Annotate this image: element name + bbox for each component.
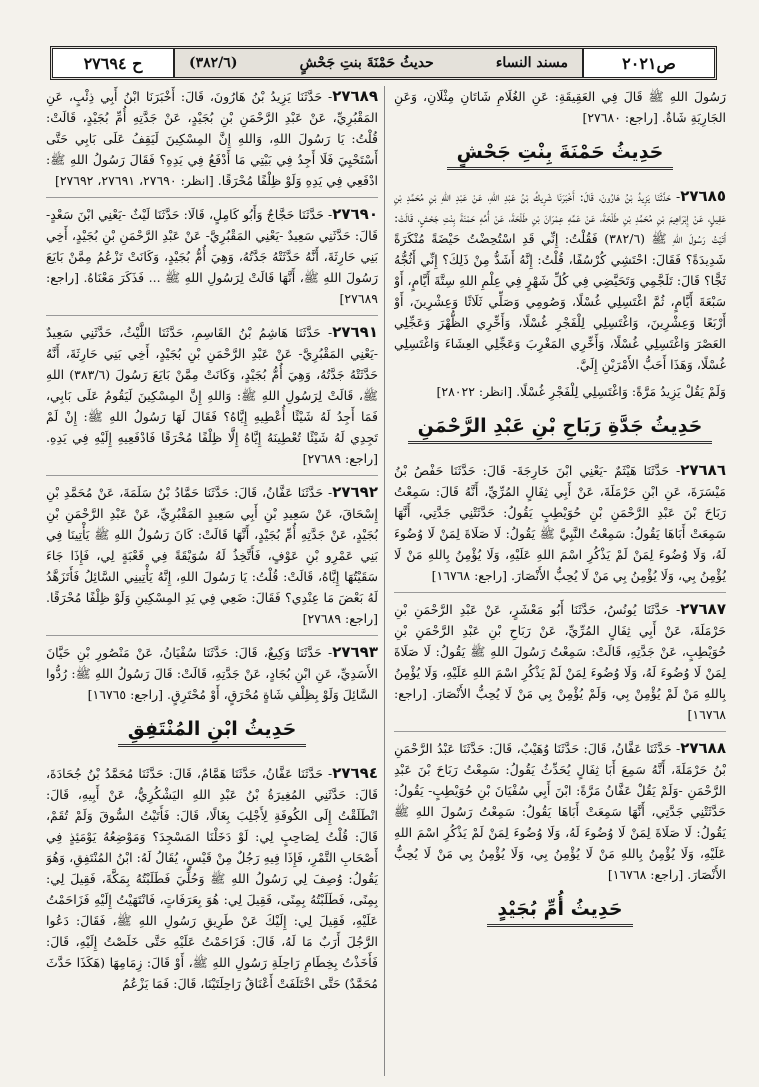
hadith-27690 — [46, 204, 378, 309]
header-titles — [175, 49, 582, 77]
hadith-27686 — [394, 460, 726, 586]
hadith-27694 — [46, 763, 378, 994]
hadith-range-box — [53, 49, 175, 77]
section-title-hamna: حَدِيثُ حَمْنَةَ بِنْتِ جَحْشٍ — [394, 142, 726, 174]
hadith-separator — [394, 731, 726, 732]
hadith-number: ٢٧٦٨٦ — [680, 461, 726, 479]
hadith-27691 — [46, 322, 378, 469]
hadith-number: ٢٧٦٩٢ — [332, 483, 378, 501]
section-title-umm-bujayd: حَدِيثُ أُمِّ بُجَيْدٍ — [394, 899, 726, 931]
hadith-separator — [46, 475, 378, 476]
hadith-text: - حَدَّثَنَا هَاشِمُ بْنُ القَاسِمِ، حَدَّثَنَا اللَّيْثُ، حَدَّثَنِي سَعِيدٌ -يَعْنِي المَقْبُرِيَّ- عَنْ عَبْدِ الرَّحْمَنِ بْنِ بُجَيْدٍ، أَخِي بَنِي حَارِثَةَ، أَنَّهُ حَدَّثَتْهُ جَدَّتُهُ، وَهِيَ أُمُّ بُجَيْدٍ، وَكَانَتْ مِمَّنْ بَايَعَ رَسُولَ (٣٨٣/٦) اللهِ ﷺ، قَالَتْ لِرَسُولِ اللهِ ﷺ: وَاللهِ إِنَّ المِسْكِينَ لَيَقُومُ عَلَى بَابِي، فَمَا أَجِدُ لَهُ شَيْئًا أُعْطِيهِ إِيَّاهُ؟ فَقَالَ لَهَا رَسُولُ اللهِ ﷺ: إِنْ لَمْ تَجِدِي لَهُ شَيْئًا تُعْطِينَهُ إِيَّاهُ إِلَّا ظِلْفًا مُحْرَقًا فَادْفَعِيهِ إِلَيْهِ فِي يَدِهِ. [راجع: ٢٧٦٨٩] — [46, 325, 378, 466]
carryover-text: رَسُولَ اللهِ ﷺ قَالَ فِي العَقِيقَةِ: عَنِ الغُلَامِ شَاتَانِ مِثْلَانِ، وَعَنِ الجَارِيَةِ شَاةٌ. [راجع: ٢٧٦٨٠] — [394, 89, 726, 125]
hadith-separator — [46, 197, 378, 198]
hadith-number: ٢٧٦٨٧ — [680, 600, 726, 618]
hadith-text: - حَدَّثَنَا حَجَّاجٌ وَأَبُو كَامِلٍ، قَالَا: حَدَّثَنَا لَيْثٌ -يَعْنِي ابْنَ سَعْدٍ- قَالَ: حَدَّثَنِي سَعِيدٌ -يَعْنِي المَقْبُرِيَّ- عَنْ عَبْدِ الرَّحْمَنِ بْنِ بُجَيْدٍ، أَخِي بَنِي حَارِثَةَ، أَنَّهُ حَدَّثَتْهُ جَدَّتُهُ، وَهِيَ أُمُّ بُجَيْدٍ، وَكَانَتْ تَزْعُمُ مِمَّنْ بَايَعَ رَسُولَ اللهِ ﷺ، أَنَّهَا قَالَتْ لِرَسُولِ اللهِ ﷺ ... فَذَكَرَ مَعْنَاهُ. [راجع: ٢٧٦٨٩] — [46, 207, 378, 306]
hadith-separator — [46, 635, 378, 636]
hadith-text: - حَدَّثَنَا وَكِيعٌ، قَالَ: حَدَّثَنَا سُفْيَانُ، عَنْ مَنْصُورِ بْنِ حَيَّانَ الأَسَدِيِّ، عَنِ ابْنِ بُجَادٍ، عَنْ جَدَّتِهِ، قَالَتْ: قَالَ رَسُولُ اللهِ ﷺ: رُدُّوا السَّائِلَ وَلَوْ بِظِلْفِ شَاةٍ مُحْرَقٍ، أَوْ مُحْتَرِقٍ. [راجع: ١٦٧٦٥] — [46, 645, 378, 702]
page-number: ص٢٠٢١ — [622, 53, 676, 73]
hadith-text: - حَدَّثَنَا عَفَّانُ، حَدَّثَنَا هَمَّامٌ، قَالَ: حَدَّثَنَا مُحَمَّدُ بْنُ جُحَادَةَ، قَالَ: حَدَّثَنِي المُغِيرَةُ بْنُ عَبْدِ اللهِ اليَشْكُرِيُّ، عَنْ أَبِيهِ، قَالَ: انْطَلَقْتُ إِلَى الكُوفَةِ لِأَجْلِبَ بِغَالًا، قَالَ: فَأَتَيْتُ السُّوقَ وَلَمْ تُقَمْ، قَالَ: قُلْتُ لِصَاحِبٍ لِي: لَوْ دَخَلْنَا المَسْجِدَ؟ وَمَوْضِعُهُ يَوْمَئِذٍ فِي أَصْحَابِ التَّمْرِ، فَإِذَا فِيهِ رَجُلٌ مِنْ قَيْسٍ، يُقَالُ لَهُ: ابْنُ المُنْتَفِقِ، وَهُوَ يَقُولُ: وُصِفَ لِي رَسُولُ اللهِ ﷺ وَحُلِّيَ فَطَلَبْتُهُ بِمَكَّةَ، فَقِيلَ لِي: بِمِنًى، فَطَلَبْتُهُ بِمِنًى، فَقِيلَ لِي: هُوَ بِعَرَفَاتٍ، فَانْتَهَيْتُ إِلَيْهِ فَزَاحَمْتُ عَلَيْهِ، فَقِيلَ لِي: إِلَيْكَ عَنْ طَرِيقِ رَسُولِ اللهِ ﷺ، فَقَالَ: دَعُوا الرَّجُلَ أَرَبٌ مَا لَهُ، قَالَ: فَزَاحَمْتُ عَلَيْهِ حَتَّى خَلَصْتُ إِلَيْهِ، قَالَ: فَأَخَذْتُ بِخِطَامِ رَاحِلَةِ رَسُولِ اللهِ ﷺ، أَوْ قَالَ: زِمَامِهَا (هَكَذَا حَدَّثَ مُحَمَّدٌ) حَتَّى اخْتَلَفَتْ أَعْنَاقُ رَاحِلَتَيْنَا، قَالَ: فَمَا يَزْعُمُ — [46, 766, 378, 991]
page-number-box — [582, 49, 714, 77]
hadith-text: - حَدَّثَنَا يُونُسُ، حَدَّثَنَا أَبُو مَعْشَرٍ، عَنْ عَبْدِ الرَّحْمَنِ بْنِ حَرْمَلَةَ، عَنْ أَبِي ثِفَالٍ المُرِّيِّ، عَنْ رَبَاحِ بْنِ عَبْدِ الرَّحْمَنِ بْنِ حُوَيْطِبٍ، عَنْ جَدَّتِهِ، قَالَتْ: سَمِعْتُ رَسُولَ اللهِ ﷺ يَقُولُ: لَا صَلَاةَ لِمَنْ لَا وُضُوءَ لَهُ، وَلَا وُضُوءَ لِمَنْ لَمْ يَذْكُرِ اسْمَ اللهِ عَلَيْهِ، وَلَا يُؤْمِنُ بِاللهِ مَنْ لَمْ يُؤْمِنْ بِي، وَلَمْ يُؤْمِنْ بِي مَنْ لَا يُحِبُّ الأَنْصَارَ. [راجع: ١٦٧٦٨] — [394, 602, 726, 722]
hadith-number: ٢٧٦٨٥ — [680, 187, 726, 205]
left-column — [46, 86, 378, 1076]
hadith-27688 — [394, 738, 726, 885]
hadith-27687 — [394, 599, 726, 725]
right-column — [394, 86, 726, 1076]
hadith-27685-note: وَلَمْ يَقُلْ يَزِيدُ مَرَّةً: وَاغْتَسِلِي لِلْفَجْرِ غُسْلًا. [انظر: ٢٨٠٢٢] — [436, 384, 726, 399]
hadith-27689 — [46, 86, 378, 191]
hadith-27692 — [46, 482, 378, 629]
hadith-number: ٢٧٦٨٨ — [680, 739, 726, 757]
header-musnad-name: مسند النساء — [495, 55, 568, 71]
page-header — [50, 46, 717, 80]
hadith-number: ٢٧٦٩٣ — [332, 643, 378, 661]
hadith-text: - حَدَّثَنَا عَفَّانُ، قَالَ: حَدَّثَنَا حَمَّادُ بْنُ سَلَمَةَ، عَنْ مُحَمَّدِ بْنِ إِسْحَاقَ، عَنْ سَعِيدِ بْنِ أَبِي سَعِيدٍ المَقْبُرِيِّ، عَنْ عَبْدِ الرَّحْمَنِ بْنِ بُجَيْدٍ، عَنْ جَدَّتِهِ أُمِّ بُجَيْدٍ، أَنَّهَا قَالَتْ: كَانَ رَسُولُ اللهِ ﷺ يَأْتِينَا فِي بَنِي عَمْرِو بْنِ عَوْفٍ، فَأَتَّخِذُ لَهُ سُوَيْقَةً فِي قَعْبَةٍ لِي، فَإِذَا جَاءَ سَقَيْتُهَا إِيَّاهُ، قَالَتْ: قُلْتُ: يَا رَسُولَ اللهِ، إِنَّهُ يَأْتِينِي السَّائِلُ فَأَتَزَهَّدُ لَهُ بَعْضَ مَا عِنْدِي؟ فَقَالَ: ضَعِي فِي يَدِ المِسْكِينِ وَلَوْ ظِلْفًا مُحْرَقًا. [راجع: ٢٧٦٨٩] — [46, 485, 378, 626]
hadith-27685 — [394, 186, 726, 375]
hadith-number: ٢٧٦٨٩ — [332, 87, 378, 105]
hadith-text: - حَدَّثَنَا هَيْثَمٌ -يَعْنِي ابْنَ خَارِجَةَ- قَالَ: حَدَّثَنَا حَفْصُ بْنُ مَيْسَرَةَ، عَنِ ابْنِ حَرْمَلَةَ، عَنْ أَبِي ثِفَالٍ المُرِّيِّ، أَنَّهُ قَالَ: سَمِعْتُ رَبَاحَ بْنَ عَبْدِ الرَّحْمَنِ بْنِ حُوَيْطِبٍ يَقُولُ: حَدَّثَتْنِي جَدَّتِي، أَنَّهَا سَمِعَتْ أَبَاهَا يَقُولُ: سَمِعْتُ النَّبِيَّ ﷺ يَقُولُ: لَا صَلَاةَ لِمَنْ لَا وُضُوءَ لَهُ، وَلَا وُضُوءَ لِمَنْ لَمْ يَذْكُرِ اسْمَ اللهِ عَلَيْهِ، وَلَا يُؤْمِنُ بِاللهِ مَنْ لَا يُؤْمِنُ بِي، وَلَا يُؤْمِنُ بِي مَنْ لَا يُحِبُّ الأَنْصَارَ. [راجع: ١٦٧٦٨] — [394, 463, 726, 583]
hadith-text: - حَدَّثَنَا يَزِيدُ بْنُ هَارُونَ، قَالَ: أَخْبَرَنَا شَرِيكُ بْنُ عَبْدِ اللهِ، عَنْ عَبْدِ اللهِ بْنِ مُحَمَّدِ بْنِ عَقِيلٍ، عَنْ إِبْرَاهِيمَ بْنِ مُحَمَّدِ بْنِ طَلْحَةَ، عَنْ عَمِّهِ عِمْرَانَ بْنِ طَلْحَةَ، عَنْ أُمِّهِ حَمْنَةَ بِنْتِ جَحْشٍ، قَالَتْ: أَتَيْتُ رَسُولَ اللهِ ﷺ (٣٨٢/٦) فَقُلْتُ: إِنِّي قَدِ اسْتُحِضْتُ حَيْضَةً مُنْكَرَةً شَدِيدَةً؟ فَقَالَ: احْتَشِي كُرْسُفًا، قُلْتُ: إِنَّهُ أَشَدُّ مِنْ ذَلِكَ؟ إِنِّي أَثُجُّهُ ثَجًّا؟ قَالَ: تَلَجَّمِي وَتَحَيَّضِي فِي كُلِّ شَهْرٍ فِي عِلْمِ اللهِ سِتَّةَ أَيَّامٍ، أَوْ سَبْعَةَ أَيَّامٍ، ثُمَّ اغْتَسِلِي غُسْلًا، وَصُومِي وَصَلِّي ثَلَاثًا وَعِشْرِينَ، أَوْ أَرْبَعًا وَعِشْرِينَ، وَاغْتَسِلِي لِلْفَجْرِ غُسْلًا، وَأَخِّرِي الظُّهْرَ وَعَجِّلِي العَصْرَ وَاغْتَسِلِي غُسْلًا، وَأَخِّرِي المَغْرِبَ وَعَجِّلِي العِشَاءَ وَاغْتَسِلِي غُسْلًا، وَهَذَا أَحَبُّ الأَمْرَيْنِ إِلَيَّ. — [394, 189, 726, 372]
hadith-number: ٢٧٦٩٠ — [332, 205, 378, 223]
hadith-text: - حَدَّثَنَا يَزِيدُ بْنُ هَارُونَ، قَالَ: أَخْبَرَنَا ابْنُ أَبِي ذِئْبٍ، عَنِ المَقْبُرِيِّ، عَنْ عَبْدِ الرَّحْمَنِ بْنِ بُجَيْدٍ، عَنْ جَدَّتِهِ أُمِّ بُجَيْدٍ، قَالَتْ: قُلْتُ: يَا رَسُولَ اللهِ، وَاللهِ إِنَّ المِسْكِينَ لَيَقِفُ عَلَى بَابِي حَتَّى أَسْتَحْيِيَ فَلَا أَجِدُ فِي بَيْتِي مَا أَدْفَعُ فِي يَدِهِ؟ فَقَالَ رَسُولُ اللهِ ﷺ: ادْفَعِي فِي يَدِهِ وَلَوْ ظِلْفًا مُحْرَقًا. [انظر: ٢٧٦٩٠، ٢٧٦٩١، ٢٧٦٩٢] — [46, 89, 378, 188]
hadith-separator — [46, 315, 378, 316]
section-title-ibn-muntafiq: حَدِيثُ ابْنِ المُنْتَفِقِ — [46, 719, 378, 751]
hadith-27693 — [46, 642, 378, 705]
header-hadith-heading: حديثُ حَمْنَةَ بنتِ جَحْشٍ — [299, 55, 434, 71]
hadith-range: ح ٢٧٦٩٤ — [83, 53, 143, 73]
header-volume-page: (٣٨٢/٦) — [189, 55, 238, 71]
hadith-separator — [394, 592, 726, 593]
hadith-number: ٢٧٦٩٤ — [332, 764, 378, 782]
column-divider — [384, 86, 385, 1076]
hadith-number: ٢٧٦٩١ — [332, 323, 378, 341]
section-title-rabah: حَدِيثُ جَدَّةِ رَبَاحِ بْنِ عَبْدِ الرَّحْمَنِ — [394, 416, 726, 448]
hadith-text: - حَدَّثَنَا عَفَّانُ، قَالَ: حَدَّثَنَا وُهَيْبٌ، قَالَ: حَدَّثَنَا عَبْدُ الرَّحْمَنِ بْنُ حَرْمَلَةَ، أَنَّهُ سَمِعَ أَبَا ثِفَالٍ يُحَدِّثُ يَقُولُ: سَمِعْتُ رَبَاحَ بْنَ عَبْدِ الرَّحْمَنِ -وَلَمْ يَقُلْ عَفَّانُ مَرَّةً: ابْنَ أَبِي سُفْيَانَ بْنِ حُوَيْطِبٍ- يَقُولُ: حَدَّثَتْنِي جَدَّتِي، أَنَّهَا سَمِعَتْ أَبَاهَا يَقُولُ: سَمِعْتُ رَسُولَ اللهِ ﷺ يَقُولُ: لَا صَلَاةَ لِمَنْ لَا وُضُوءَ لَهُ، وَلَا وُضُوءَ لِمَنْ لَمْ يَذْكُرِ اسْمَ اللهِ عَلَيْهِ، وَلَا يُؤْمِنُ بِاللهِ مَنْ لَا يُؤْمِنُ بِي، وَلَا يُؤْمِنُ بِي مَنْ لَا يُحِبُّ الأَنْصَارَ. [راجع: ١٦٧٦٨] — [394, 741, 726, 882]
